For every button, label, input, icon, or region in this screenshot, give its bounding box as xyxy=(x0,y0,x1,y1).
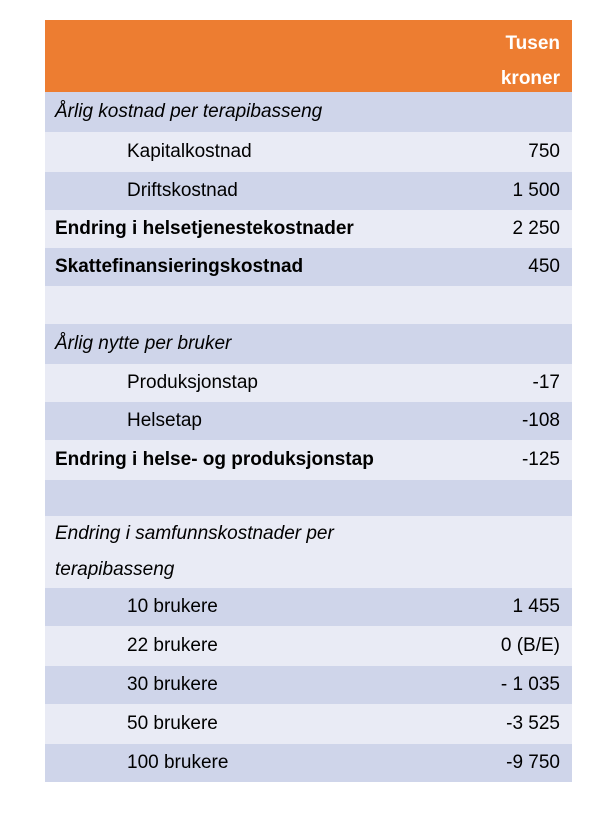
table-row xyxy=(45,744,572,782)
row-value: -3 525 xyxy=(506,713,560,734)
row-label: Helsetap xyxy=(127,410,202,431)
section-header-societal-cost xyxy=(45,516,572,588)
row-label: Endring i helse- og produksjonstap xyxy=(55,449,374,470)
table-row-spacer xyxy=(45,480,572,516)
row-label: Driftskostnad xyxy=(127,180,238,201)
table-row-total xyxy=(45,248,572,286)
table-header xyxy=(45,20,572,92)
table-row xyxy=(45,588,572,626)
table-row-spacer xyxy=(45,286,572,324)
section-header-annual-cost xyxy=(45,92,572,132)
row-value: 2 250 xyxy=(512,218,560,239)
row-value: -125 xyxy=(521,449,560,470)
row-label: 10 brukere xyxy=(127,596,218,617)
row-label: Endring i helsetjenestekostnader xyxy=(55,218,354,239)
row-label: 50 brukere xyxy=(127,713,218,734)
row-label: Årlig kostnad per terapibasseng xyxy=(55,101,323,122)
row-value: -17 xyxy=(532,372,560,393)
row-label: Produksjonstap xyxy=(127,372,258,393)
table-row xyxy=(45,666,572,704)
row-label: Kapitalkostnad xyxy=(127,141,252,162)
table-row xyxy=(45,132,572,172)
cost-table xyxy=(45,20,572,782)
table-row xyxy=(45,626,572,666)
table-row-total xyxy=(45,440,572,480)
row-label: Skattefinansieringskostnad xyxy=(55,256,304,277)
row-value: 750 xyxy=(528,141,560,162)
row-value: 1 500 xyxy=(512,180,560,201)
row-value: -9 750 xyxy=(506,752,560,773)
row-label: 30 brukere xyxy=(127,674,218,695)
table-row-total xyxy=(45,210,572,248)
row-label: 100 brukere xyxy=(127,752,229,773)
row-label: Årlig nytte per bruker xyxy=(55,333,232,354)
table-row xyxy=(45,704,572,744)
column-header-tusen-kroner: Tusen kroner xyxy=(500,33,560,89)
row-value: 450 xyxy=(528,256,560,277)
table-row xyxy=(45,402,572,440)
table-row xyxy=(45,364,572,402)
row-value: -108 xyxy=(521,410,560,431)
row-value: 1 455 xyxy=(512,596,560,617)
row-value: - 1 035 xyxy=(500,674,560,695)
row-label: Endring i samfunnskostnader per terapibasseng xyxy=(55,523,334,580)
row-value: 0 (B/E) xyxy=(500,635,560,656)
section-header-annual-benefit xyxy=(45,324,572,364)
row-label: 22 brukere xyxy=(127,635,218,656)
table-row xyxy=(45,172,572,210)
